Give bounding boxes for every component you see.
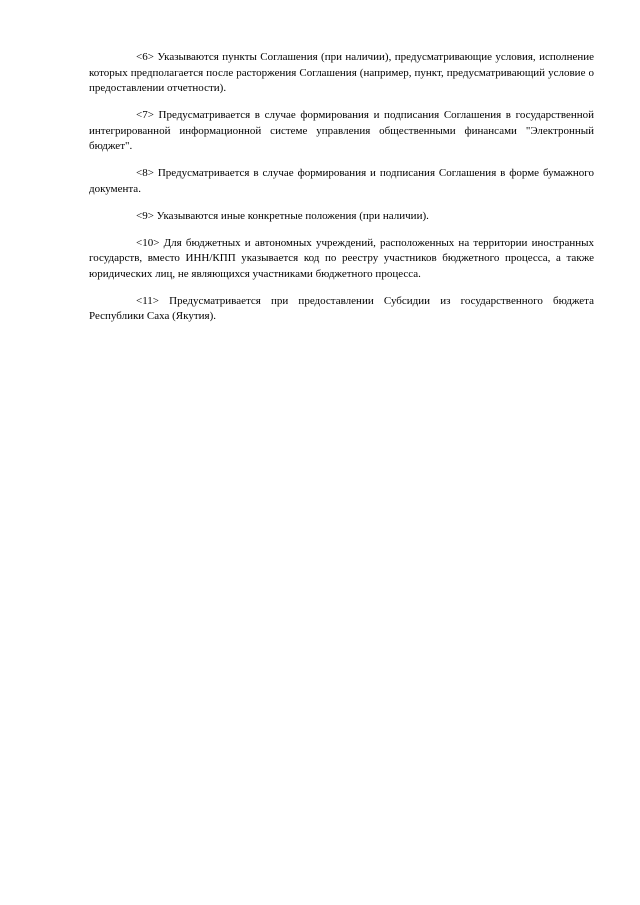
footnote-marker: <6> bbox=[136, 51, 154, 63]
footnote-text: Указываются иные конкретные положения (при наличии). bbox=[156, 209, 429, 222]
footnote-text: Предусматривается в случае формирования и подписания Соглашения в государственной интегрированной информационной системе управления общественными финансами "Электронный бюджет". bbox=[89, 109, 594, 152]
footnote-6 bbox=[89, 50, 594, 97]
footnote-marker: <10> bbox=[136, 236, 160, 249]
footnote-marker: <11> bbox=[136, 294, 159, 307]
footnote-marker: <9> bbox=[136, 209, 154, 222]
footnote-text: Предусматривается при предоставлении Субсидии из государственного бюджета Республики Саха (Якутия). bbox=[89, 294, 595, 322]
footnote-text: Для бюджетных и автономных учреждений, расположенных на территории иностранных государств, вместо ИНН/КПП указывается код по реестру участников бюджетного процесса, а также юридических лиц, не являющихся участниками бюджетного процесса. bbox=[89, 236, 595, 280]
footnote-marker: <8> bbox=[136, 167, 154, 179]
footnote-9 bbox=[89, 209, 594, 225]
footnote-10 bbox=[89, 236, 594, 283]
footnote-7 bbox=[89, 108, 594, 155]
footnote-text: Указываются пункты Соглашения (при наличии), предусматривающие условия, исполнение которых предполагается после расторжения Соглашения (например, пункт, предусматривающий условие о предоставлении отчетности). bbox=[89, 51, 594, 94]
footnote-11 bbox=[89, 294, 594, 325]
footnotes-section bbox=[89, 50, 594, 336]
footnote-marker: <7> bbox=[136, 109, 154, 121]
footnote-text: Предусматривается в случае формирования и подписания Соглашения в форме бумажного документа. bbox=[89, 167, 594, 195]
footnote-8 bbox=[89, 166, 594, 197]
